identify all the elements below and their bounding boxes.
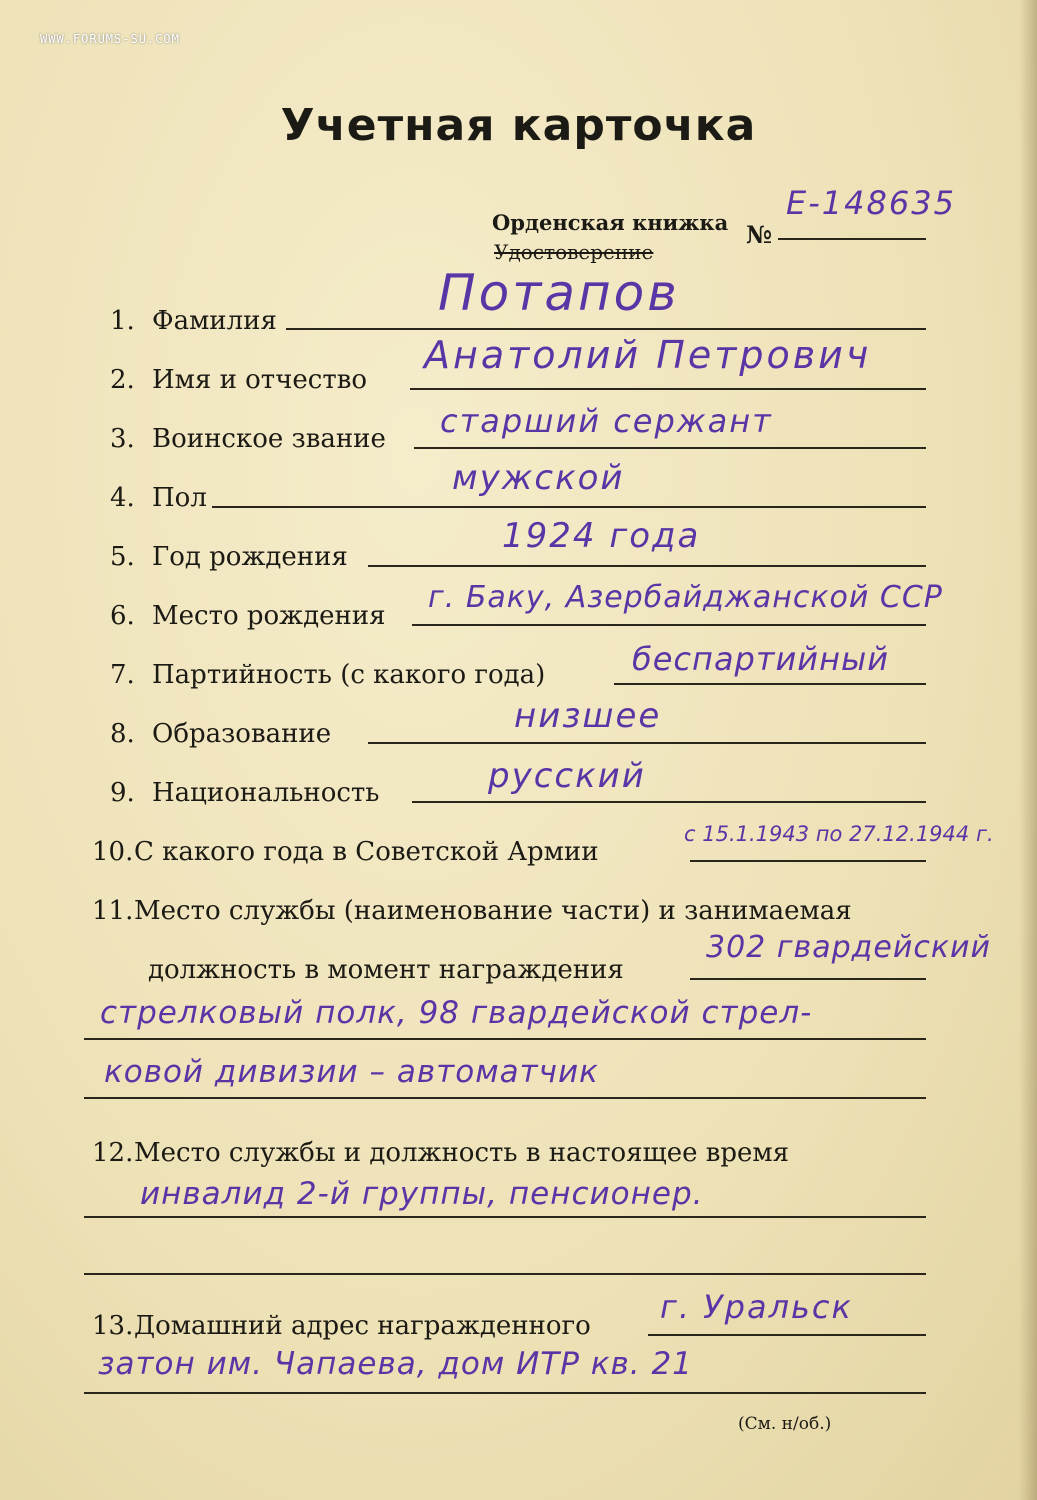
number-line — [778, 238, 926, 240]
field-label-army-since: 10.С какого года в Советской Армии — [92, 837, 599, 867]
field-label-party: 7. Партийность (с какого года) — [110, 660, 546, 690]
watermark: WWW.FORUMS-SU.COM — [40, 32, 180, 46]
order-book-label: Орденская книжка — [492, 210, 729, 235]
field-value-surname: Потапов — [438, 264, 680, 322]
field-value-sex: мужской — [452, 458, 625, 498]
field-label-service-place: 11.Место службы (наименование части) и занимаемая — [92, 896, 852, 926]
field-line-surname — [286, 328, 926, 330]
field-line-current-service-2 — [84, 1273, 926, 1275]
field-line-service-place-3 — [84, 1097, 926, 1099]
field-label-home-address: 13.Домашний адрес награжденного — [92, 1311, 591, 1341]
field-label-current-service: 12.Место службы и должность в настоящее время — [92, 1138, 790, 1168]
field-value-home-address-2: затон им. Чапаева, дом ИТР кв. 21 — [98, 1346, 693, 1382]
field-line-birth-year — [368, 565, 926, 567]
field-label-education: 8. Образование — [110, 719, 332, 749]
field-value-home-address: г. Уральск — [660, 1288, 853, 1326]
order-book-number: Е-148635 — [786, 184, 956, 222]
footnote: (См. н/об.) — [738, 1414, 832, 1434]
field-label-name: 2. Имя и отчество — [110, 365, 368, 395]
field-value-rank: старший сержант — [440, 402, 773, 440]
field-label-birth-year: 5. Год рождения — [110, 542, 348, 572]
field-value-party: беспартийный — [632, 640, 890, 678]
field-line-sex — [212, 506, 926, 508]
field-line-name — [410, 388, 926, 390]
field-value-army-since: с 15.1.1943 по 27.12.1944 г. — [684, 822, 994, 846]
field-value-education: низшее — [514, 696, 662, 736]
field-label-nationality: 9. Национальность — [110, 778, 380, 808]
field-line-army-since — [690, 860, 926, 862]
field-value-service-place-3: ковой дивизии – автоматчик — [104, 1054, 599, 1090]
field-value-birth-place: г. Баку, Азербайджанской ССР — [428, 580, 943, 615]
field-value-name: Анатолий Петрович — [424, 333, 872, 377]
field-line-service-place-2 — [84, 1038, 926, 1040]
field-label-rank: 3. Воинское звание — [110, 424, 386, 454]
number-sign: № — [746, 220, 773, 249]
field-value-service-place-2: стрелковый полк, 98 гвардейской стрел- — [100, 995, 813, 1031]
field-value-current-service: инвалид 2-й группы, пенсионер. — [140, 1176, 704, 1212]
certificate-label: Удостоверение — [494, 240, 654, 264]
field-value-service-place: 302 гвардейский — [706, 930, 991, 965]
field-line-party — [614, 683, 926, 685]
field-label-surname: 1. Фамилия — [110, 306, 277, 336]
field-line-home-address — [648, 1334, 926, 1336]
field-line-birth-place — [412, 624, 926, 626]
field-line-rank — [414, 447, 926, 449]
field-line-service-place — [690, 978, 926, 980]
field-line-home-address-2 — [84, 1392, 926, 1394]
field-label-birth-place: 6. Место рождения — [110, 601, 386, 631]
field-line-education — [368, 742, 926, 744]
card-title: Учетная карточка — [280, 100, 757, 151]
field-label-sex: 4. Пол — [110, 483, 207, 513]
field-line-nationality — [412, 801, 926, 803]
card-edge-shadow — [1019, 0, 1037, 1500]
field-value-birth-year: 1924 года — [502, 516, 701, 556]
field-value-nationality: русский — [488, 756, 646, 796]
field-label-service-place-2: должность в момент награждения — [148, 955, 624, 985]
field-line-current-service — [84, 1216, 926, 1218]
